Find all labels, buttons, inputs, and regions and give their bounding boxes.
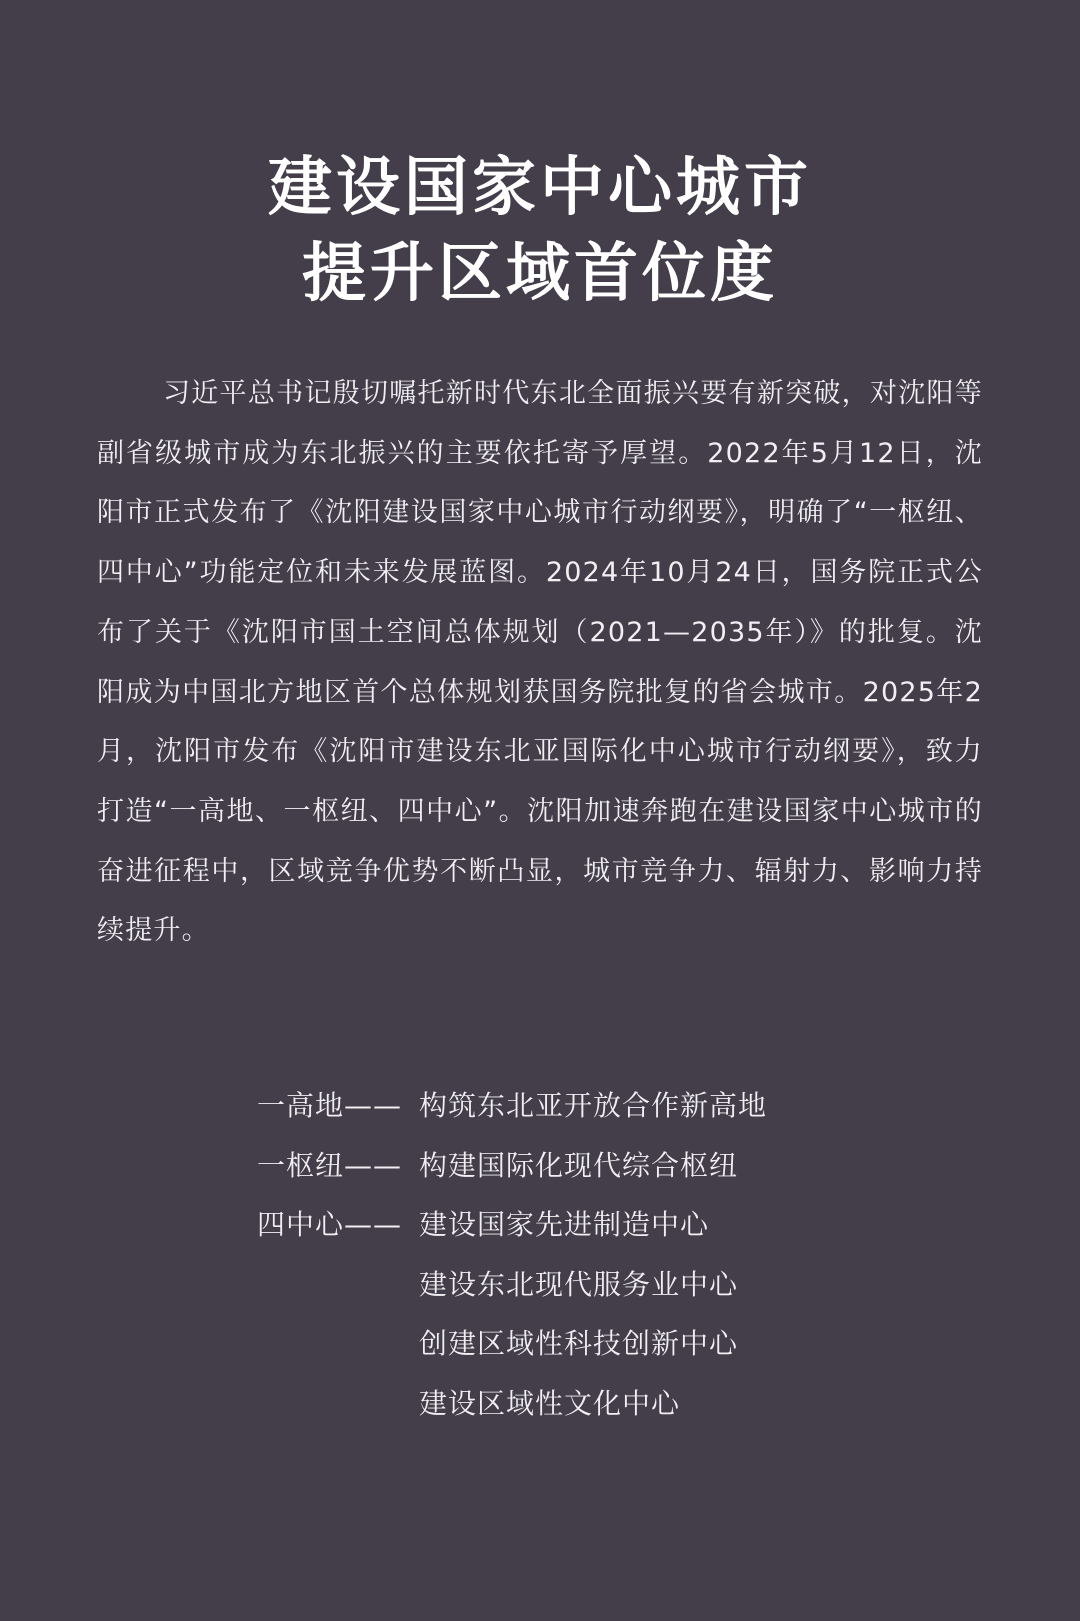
- function-label: 一枢纽——: [257, 1148, 403, 1182]
- page-title: [0, 145, 1080, 317]
- body-paragraph: 习近平总书记殷切嘱托新时代东北全面振兴要有新突破，对沈阳等副省级城市成为东北振兴的主要依托寄予厚望。2022年5月12日，沈阳市正式发布了《沈阳建设国家中心城市行动纲要》，明确了“一枢纽、四中心”功能定位和未来发展蓝图。2024年10月24日，国务院正式公布了关于《沈阳市国土空间总体规划（2021—2035年）》的批复。沈阳成为中国北方地区首个总体规划获国务院批复的省会城市。2025年2月，沈阳市发布《沈阳市建设东北亚国际化中心城市行动纲要》，致力打造“一高地、一枢纽、四中心”。沈阳加速奔跑在建设国家中心城市的奋进征程中，区域竞争优势不断凸显，城市竞争力、辐射力、影响力持续提升。: [97, 378, 983, 947]
- function-label: 一高地——: [257, 1089, 403, 1122]
- function-label: 四中心——: [257, 1208, 403, 1241]
- function-row: [257, 1195, 877, 1255]
- title-line-2: 提升区域首位度: [302, 237, 778, 311]
- function-label: [257, 1374, 419, 1434]
- title-line-1: 建设国家中心城市: [268, 151, 812, 225]
- function-row: [257, 1374, 877, 1434]
- function-item: 构建国际化现代综合枢纽: [419, 1148, 739, 1182]
- function-item: 建设国家先进制造中心: [419, 1208, 710, 1241]
- function-row: [257, 1255, 877, 1315]
- function-item: 创建区域性科技创新中心: [419, 1327, 739, 1360]
- function-item: 建设东北现代服务业中心: [419, 1267, 739, 1301]
- function-row: [257, 1314, 877, 1374]
- function-list: [257, 1076, 877, 1433]
- function-label: [257, 1255, 419, 1315]
- function-item: 构筑东北亚开放合作新高地: [419, 1089, 768, 1122]
- function-item: 建设区域性文化中心: [419, 1386, 681, 1420]
- function-label: [257, 1314, 419, 1374]
- function-row: [257, 1076, 877, 1136]
- function-row: [257, 1136, 877, 1196]
